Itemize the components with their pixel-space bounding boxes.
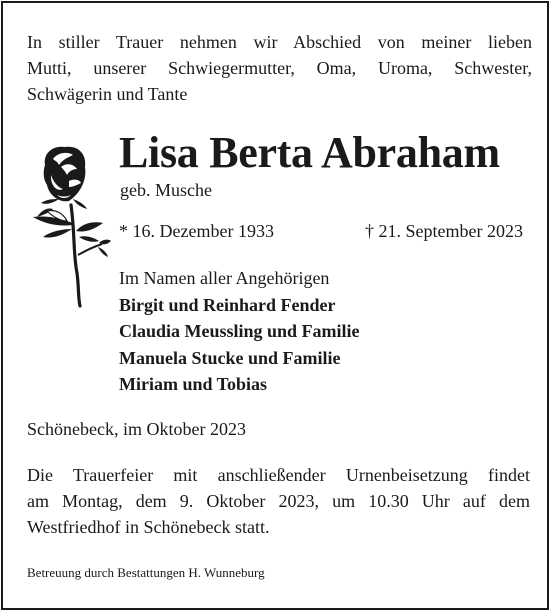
mourner-name: Claudia Meussling und Familie: [119, 321, 360, 341]
mourner-name: Manuela Stucke und Familie: [119, 347, 341, 368]
service-line: Westfriedhof in Schönebeck statt.: [27, 517, 270, 537]
maiden-name: geb. Musche: [120, 180, 212, 200]
mourner-name: Miriam und Tobias: [119, 374, 268, 394]
undertaker-credit: Betreuung durch Bestattungen H. Wunneburg: [27, 565, 265, 580]
funeral-service-text: [27, 462, 530, 540]
service-line: am Montag, dem 9. Oktober 2023, um 10.30 Uhr auf dem: [27, 491, 530, 511]
mourners-intro: Im Namen aller Angehörigen: [119, 268, 330, 288]
birth-date: * 16. Dezember 1933: [119, 221, 274, 241]
place-and-date: Schönebeck, im Oktober 2023: [27, 419, 246, 439]
intro-text: [27, 29, 532, 107]
death-notice: [1, 1, 549, 610]
death-date: † 21. September 2023: [365, 221, 523, 241]
rose-icon: [23, 143, 113, 311]
mourner-name: Birgit und Reinhard Fender: [119, 294, 336, 315]
mourners-block: [119, 265, 519, 398]
service-line: Die Trauerfeier mit anschließender Urnenbeisetzung findet: [27, 465, 530, 485]
intro-line: Mutti, unserer Schwiegermutter, Oma, Uroma, Schwester,: [27, 58, 532, 78]
deceased-name: Lisa Berta Abraham: [119, 128, 500, 177]
intro-line: Schwägerin und Tante: [27, 84, 188, 104]
intro-line: In stiller Trauer nehmen wir Abschied von meiner lieben: [27, 32, 532, 52]
